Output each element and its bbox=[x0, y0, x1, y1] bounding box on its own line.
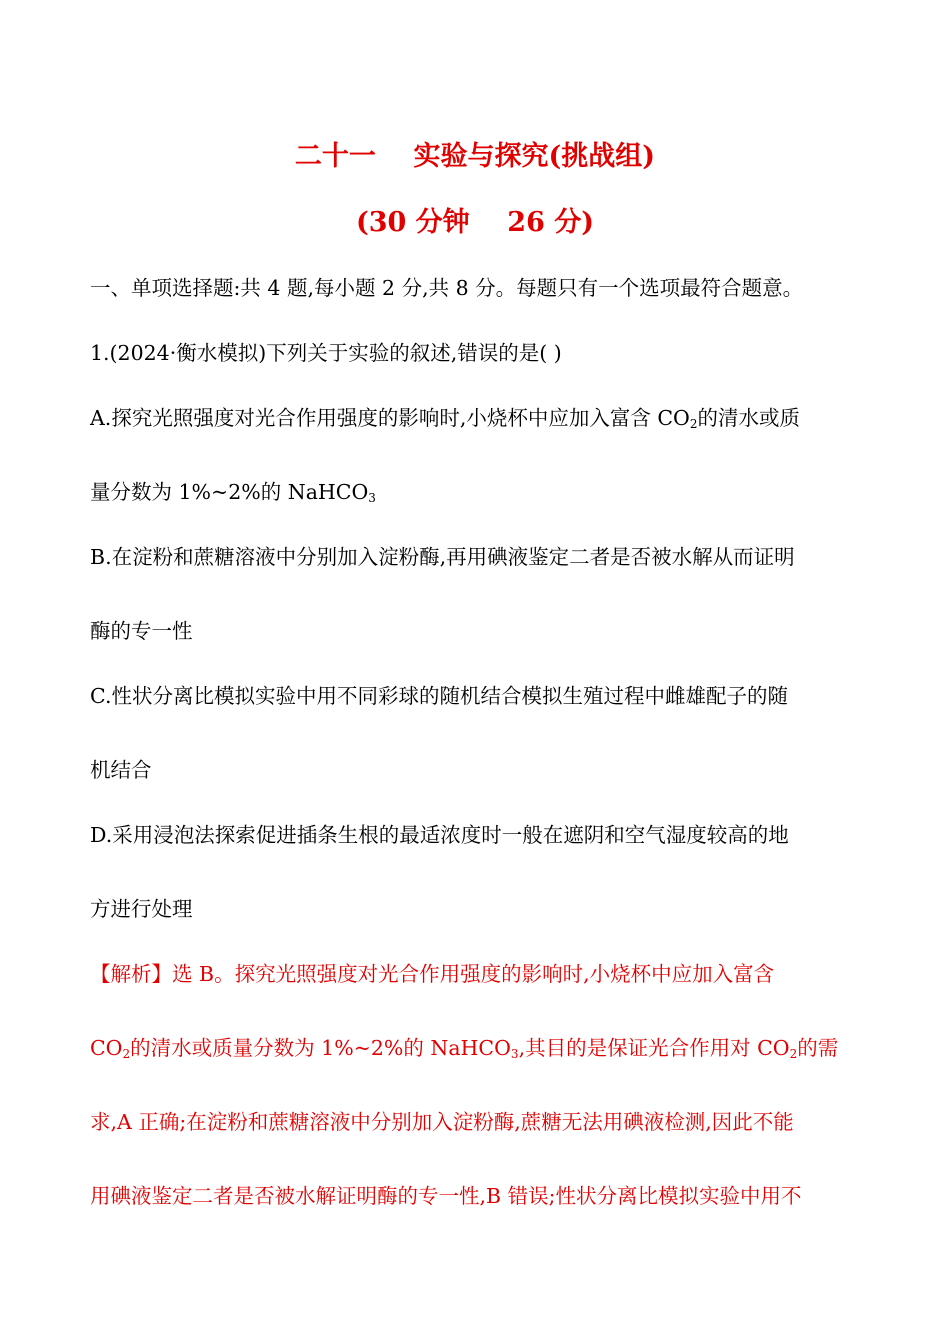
option-a-line2 bbox=[90, 477, 870, 507]
analysis-subscript-1: 2 bbox=[122, 1047, 131, 1061]
option-a-text-2: 的清水或质 bbox=[697, 406, 800, 430]
analysis-text-a: CO bbox=[90, 1036, 123, 1060]
page-title: 二十一 实验与探究(挑战组) bbox=[294, 141, 656, 172]
option-b-line2: 酶的专一性 bbox=[90, 619, 193, 643]
subscript-3: 3 bbox=[368, 491, 376, 505]
option-a-line1 bbox=[90, 403, 870, 433]
question-stem: 1.(2024·衡水模拟)下列关于实验的叙述,错误的是( ) bbox=[90, 341, 562, 365]
subscript-2: 2 bbox=[689, 417, 698, 431]
option-d-line2: 方进行处理 bbox=[90, 897, 193, 921]
analysis-text-d: 的需 bbox=[797, 1036, 839, 1060]
analysis-line4: 用碘液鉴定二者是否被水解证明酶的专一性,B 错误;性状分离比模拟实验中用不 bbox=[90, 1184, 802, 1208]
option-b-line1: B.在淀粉和蔗糖溶液中分别加入淀粉酶,再用碘液鉴定二者是否被水解从而证明 bbox=[90, 545, 795, 569]
analysis-line3: 求,A 正确;在淀粉和蔗糖溶液中分别加入淀粉酶,蔗糖无法用碘液检测,因此不能 bbox=[90, 1110, 794, 1134]
analysis-text-b: 的清水或质量分数为 1%~2%的 NaHCO bbox=[130, 1036, 511, 1060]
option-c-line1: C.性状分离比模拟实验中用不同彩球的随机结合模拟生殖过程中雌雄配子的随 bbox=[90, 684, 788, 708]
option-c-line2: 机结合 bbox=[90, 758, 152, 782]
analysis-subscript-2: 3 bbox=[510, 1047, 519, 1061]
option-a-text-1: A.探究光照强度对光合作用强度的影响时,小烧杯中应加入富含 CO bbox=[90, 406, 690, 430]
analysis-line1: 【解析】选 B。探究光照强度对光合作用强度的影响时,小烧杯中应加入富含 bbox=[90, 962, 775, 986]
analysis-line2 bbox=[90, 1033, 870, 1063]
page-subtitle: (30 分钟 26 分) bbox=[355, 207, 595, 238]
analysis-text-c: ,其目的是保证光合作用对 CO bbox=[518, 1036, 790, 1060]
section-heading: 一、单项选择题:共 4 题,每小题 2 分,共 8 分。每题只有一个选项最符合题意。 bbox=[90, 276, 804, 300]
option-d-line1: D.采用浸泡法探索促进插条生根的最适浓度时一般在遮阴和空气湿度较高的地 bbox=[90, 823, 789, 847]
analysis-subscript-3: 2 bbox=[789, 1047, 798, 1061]
option-a-text-3: 量分数为 1%~2%的 NaHCO bbox=[90, 480, 369, 504]
